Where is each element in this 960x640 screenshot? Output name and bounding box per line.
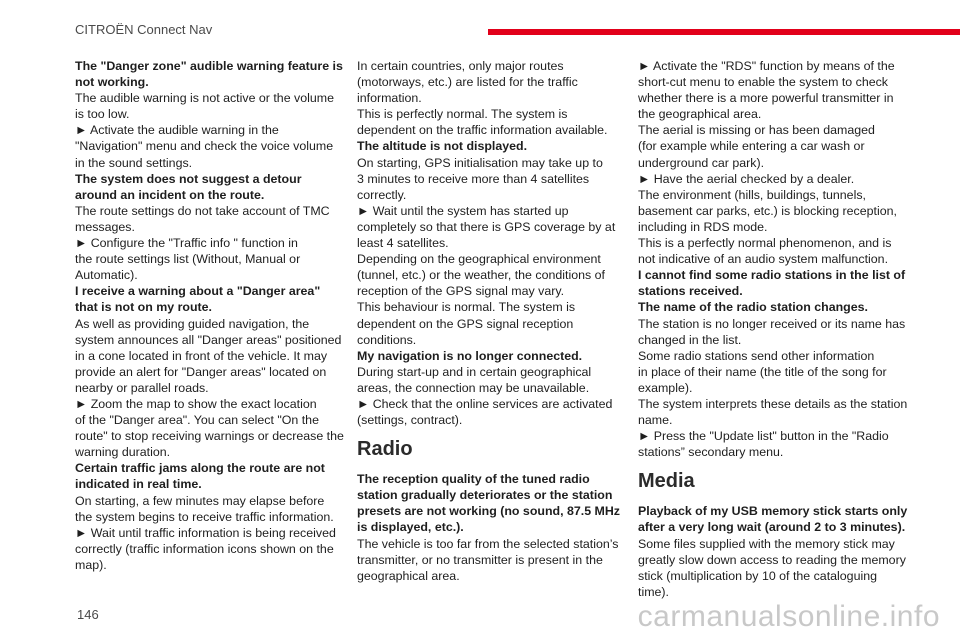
body-text-line: short-cut menu to enable the system to check (638, 75, 889, 90)
body-text-line: dependent on the traffic information available. (357, 123, 608, 138)
body-text-line: (tunnel, etc.) or the weather, the conditions of (357, 268, 605, 283)
header-accent-bar (488, 29, 960, 35)
body-text-line: dependent on the GPS signal reception (357, 316, 574, 331)
body-text-line: ► Activate the "RDS" function by means of the (638, 59, 895, 73)
body-text-line: Some radio stations send other information (638, 348, 875, 363)
body-text-line: transmitter, or no transmitter is present in the (357, 552, 603, 567)
question-text-line: My navigation is no longer connected. (357, 348, 583, 363)
body-text-line: The route settings do not take account of TMC (75, 203, 330, 218)
question-text-line: that is not on my route. (75, 300, 212, 315)
body-text-line: least 4 satellites. (357, 236, 449, 251)
body-text-line: of the "Danger area". You can select "On the (75, 413, 319, 428)
body-text-line: (motorways, etc.) are listed for the traffic (357, 75, 578, 90)
body-text-line: ► Wait until the system has started up (357, 203, 569, 218)
body-text-line: information. (357, 91, 422, 106)
body-text-line: warning duration. (75, 445, 171, 460)
body-text-line: not indicative of an audio system malfunction. (638, 252, 889, 267)
body-text-line: Some files supplied with the memory stick may (638, 536, 895, 551)
body-text-line: The station is no longer received or its name has (638, 316, 906, 331)
watermark: carmanualsonline.info (637, 600, 940, 633)
question-text-line: is displayed, etc.). (357, 520, 464, 535)
question-text-line: The system does not suggest a detour (75, 171, 302, 186)
body-text-line: ► Press the "Update list" button in the "Radio (638, 429, 889, 444)
section-heading: Media (638, 470, 695, 493)
body-text-line: the geographical area. (638, 107, 762, 122)
body-text-line: ► Zoom the map to show the exact location (75, 396, 317, 411)
question-text-line: I receive a warning about a "Danger area" (75, 284, 321, 299)
question-text-line: I cannot find some radio stations in the list of (638, 268, 906, 283)
body-text-line: system announces all "Danger areas" positioned (75, 332, 342, 347)
page-number: 146 (77, 607, 99, 622)
question-text-line: Playback of my USB memory stick starts only (638, 504, 908, 519)
body-text-line: messages. (75, 219, 135, 234)
body-text-line: example). (638, 380, 693, 395)
question-text-line: indicated in real time. (75, 477, 202, 492)
body-text-line: The system interprets these details as the station (638, 396, 908, 411)
body-text-line: In certain countries, only major routes (357, 59, 564, 73)
body-text-line: name. (638, 413, 673, 428)
body-text-line: ► Wait until traffic information is being received (75, 525, 336, 540)
body-text-line: 3 minutes to receive more than 4 satellites (357, 171, 590, 186)
body-text-line: stick (multiplication by 10 of the cataloguing (638, 568, 877, 583)
body-text-line: (settings, contract). (357, 413, 463, 428)
body-text-line: geographical area. (357, 568, 460, 583)
body-text-line: the route settings list (Without, Manual or (75, 252, 301, 267)
body-text-line: whether there is a more powerful transmitter in (638, 91, 894, 106)
body-text-line: Depending on the geographical environment (357, 252, 601, 267)
body-text-line: greatly slow down access to reading the memory (638, 552, 906, 567)
body-text-line: ► Configure the "Traffic info " function in (75, 236, 298, 251)
body-text-line: correctly. (357, 187, 407, 202)
body-text-line: basement car parks, etc.) is blocking reception, (638, 203, 897, 218)
body-text-line: completely so that there is GPS coverage by at (357, 219, 616, 234)
body-text-line: stations” secondary menu. (638, 445, 784, 460)
manual-section-title: CITROËN Connect Nav (75, 22, 213, 37)
body-text-line: The environment (hills, buildings, tunnels, (638, 187, 866, 202)
question-text-line: around an incident on the route. (75, 187, 265, 202)
body-text-line: time). (638, 584, 669, 599)
question-text-line: stations received. (638, 284, 743, 299)
body-text-line: areas, the connection may be unavailable. (357, 380, 590, 395)
text-column-middle (357, 58, 647, 584)
question-text-line: Certain traffic jams along the route are not (75, 461, 325, 476)
body-text-line: ► Have the aerial checked by a dealer. (638, 171, 855, 186)
question-text-line: The reception quality of the tuned radio (357, 472, 590, 487)
body-text-line: As well as providing guided navigation, the (75, 316, 310, 331)
body-text-line: in the sound settings. (75, 155, 193, 170)
body-text-line: On starting, a few minutes may elapse before (75, 493, 325, 508)
body-text-line: During start-up and in certain geographical (357, 364, 592, 379)
body-text-line: (for example while entering a car wash or (638, 139, 865, 154)
body-text-line: The audible warning is not active or the volume (75, 91, 334, 106)
body-text-line: is too low. (75, 107, 130, 122)
body-text-line: Automatic). (75, 268, 138, 283)
body-text-line: including in RDS mode. (638, 219, 768, 234)
question-text-line: The altitude is not displayed. (357, 139, 528, 154)
body-text-line: the system begins to receive traffic information. (75, 509, 334, 524)
question-text-line: after a very long wait (around 2 to 3 minutes). (638, 520, 906, 535)
body-text-line: provide an alert for "Danger areas" located on (75, 364, 327, 379)
body-text-line: underground car park). (638, 155, 765, 170)
body-text-line: ► Check that the online services are activated (357, 396, 613, 411)
question-text-line: station gradually deteriorates or the station (357, 488, 613, 503)
question-text-line: presets are not working (no sound, 87.5 MHz (357, 504, 620, 519)
question-text-line: not working. (75, 75, 149, 90)
body-text-line: "Navigation" menu and check the voice volume (75, 139, 334, 154)
body-text-line: correctly (traffic information icons shown on the (75, 541, 334, 556)
body-text-line: On starting, GPS initialisation may take up to (357, 155, 603, 170)
body-text-line: This behaviour is normal. The system is (357, 300, 576, 315)
body-text-line: The aerial is missing or has been damaged (638, 123, 875, 138)
question-text-line: The name of the radio station changes. (638, 300, 868, 315)
body-text-line: conditions. (357, 332, 417, 347)
text-column-left (75, 58, 365, 573)
body-text-line: nearby or parallel roads. (75, 380, 209, 395)
question-text-line: The "Danger zone" audible warning feature is (75, 59, 343, 73)
body-text-line: route" to stop receiving warnings or decrease the (75, 429, 344, 444)
body-text-line: ► Activate the audible warning in the (75, 123, 279, 138)
body-text-line: map). (75, 557, 107, 572)
text-column-right (638, 58, 930, 600)
body-text-line: reception of the GPS signal may vary. (357, 284, 565, 299)
body-text-line: This is a perfectly normal phenomenon, and is (638, 236, 892, 251)
body-text-line: changed in the list. (638, 332, 742, 347)
body-text-line: This is perfectly normal. The system is (357, 107, 568, 122)
body-text-line: in a cone located in front of the vehicle. It may (75, 348, 328, 363)
body-text-line: The vehicle is too far from the selected station’s (357, 536, 619, 551)
body-text-line: in place of their name (the title of the song for (638, 364, 887, 379)
section-heading: Radio (357, 438, 413, 461)
